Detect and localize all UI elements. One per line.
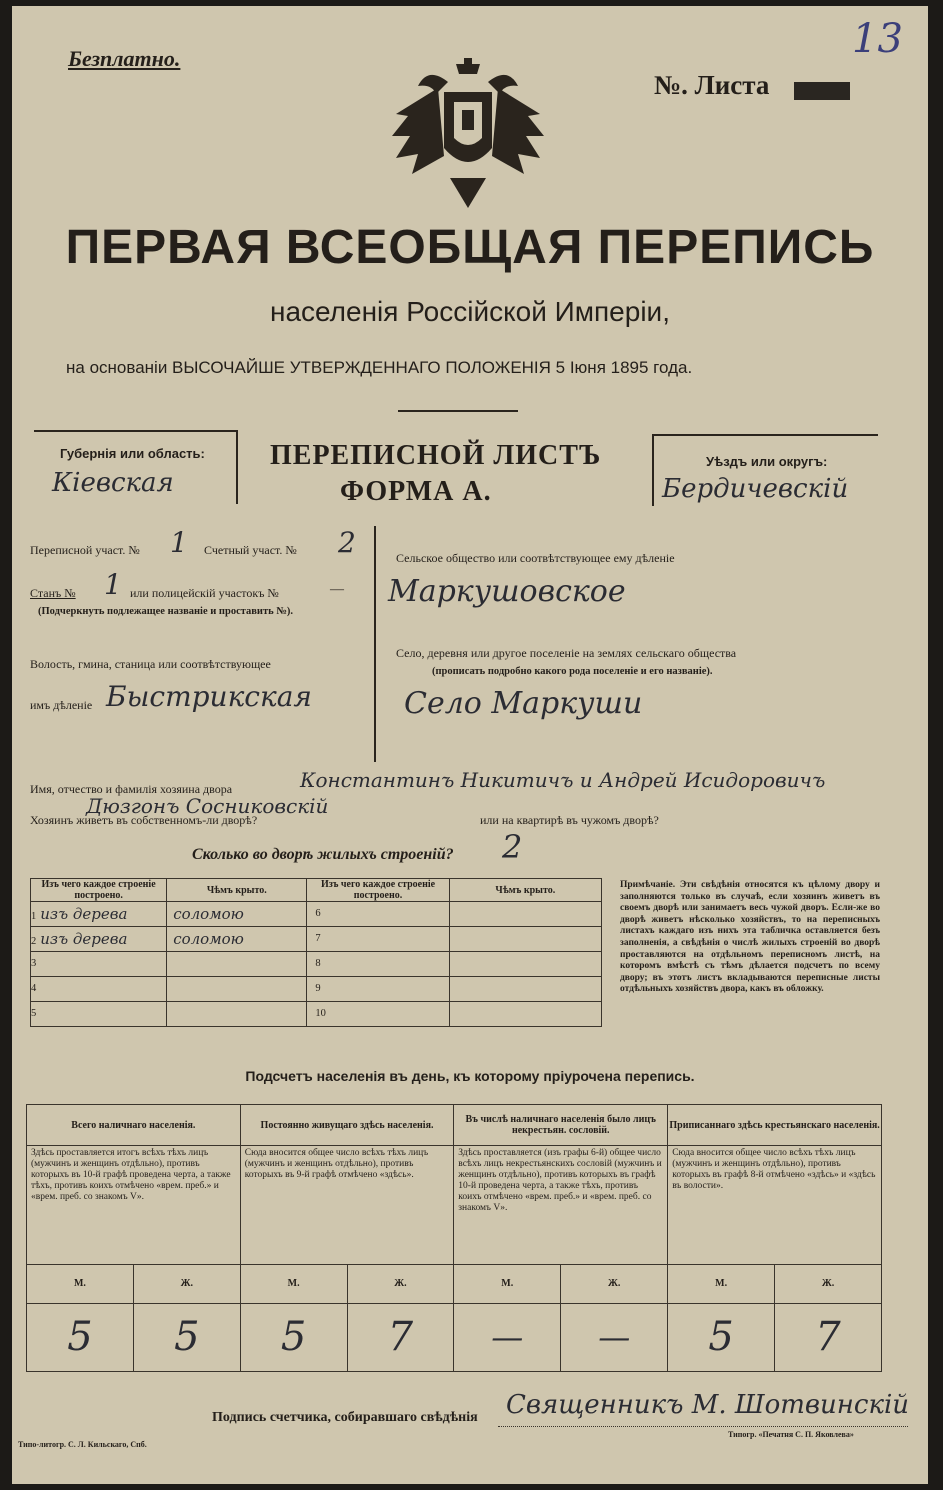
- col-female: Ж.: [347, 1264, 454, 1303]
- summary-head-present: Всего наличнаго населенія.: [27, 1105, 241, 1146]
- building-roof: [167, 952, 307, 977]
- census-section-value: 1: [170, 526, 188, 559]
- building-row-right: 9: [307, 977, 449, 1002]
- gubernia-value: Кіевская: [52, 468, 174, 498]
- summary-head-non-peasant: Въ числѣ наличнаго населенія было лицъ некрестьян. сословій.: [454, 1105, 668, 1146]
- redaction-mark: [794, 82, 850, 100]
- col-male: М.: [27, 1264, 134, 1303]
- volost-value: Быстрикская: [106, 680, 312, 713]
- sheet-number-label: №. Листа: [654, 70, 770, 100]
- uezd-value: Бердичевскій: [662, 474, 849, 504]
- building-roof: соломою: [167, 902, 307, 927]
- gubernia-label: Губернія или область:: [60, 446, 205, 461]
- society-label: Сельское общество или соотвѣтствующее ему дѣленіе: [396, 551, 675, 565]
- uezd-label: Уѣздъ или округъ:: [706, 454, 828, 469]
- ornament-divider: [398, 410, 518, 412]
- building-row-right: 7: [307, 927, 449, 952]
- volost-label-2: имъ дѣленіе: [30, 698, 93, 712]
- building-roof-right: [449, 952, 601, 977]
- signature-line: [498, 1426, 908, 1427]
- society-value: Маркушовское: [388, 574, 626, 609]
- building-row: 4: [31, 977, 167, 1002]
- summary-desc-permanent: Сюда вносится общее число всѣхъ тѣхъ лицъ (мужчинъ и женщинъ отдѣльно), противъ которыхъ въ 9-й графѣ отмѣчено «здѣсь».: [240, 1146, 454, 1265]
- signature-value: Священникъ М. Шотвинскій: [506, 1390, 910, 1420]
- form-title: ПЕРЕПИСНОЙ ЛИСТЪ: [270, 440, 602, 471]
- building-row-right: 10: [307, 1002, 449, 1027]
- stan-value: 1: [104, 568, 122, 601]
- summary-desc-non-peasant: Здѣсь проставляется (изъ графы 6-й) общее число всѣхъ лицъ некрестьянскихъ сословій (мужчинъ и женщинъ отдѣльно), противъ которыхъ въ графѣ 10-й проведена черта, а также тѣхъ, противъ коихъ отмѣчено «врем. преб.» и «врем. преб. со знакомъ V».: [454, 1146, 668, 1265]
- building-row: 3: [31, 952, 167, 977]
- volost-label: Волость, гмина, станица или соотвѣтствующее: [30, 657, 271, 671]
- printer-right: Типогр. «Печатня С. П. Яковлева»: [728, 1430, 854, 1439]
- building-roof-right: [449, 977, 601, 1002]
- lives-label-2: или на квартирѣ въ чужомъ дворѣ?: [480, 813, 659, 827]
- buildings-col-roof: Чѣмъ крыто.: [167, 879, 307, 902]
- col-male: М.: [454, 1264, 561, 1303]
- owner-label: Имя, отчество и фамилія хозяина двора: [30, 782, 233, 796]
- population-summary-table: [26, 1104, 882, 1372]
- building-roof-right: [449, 1002, 601, 1027]
- buildings-col-material-right: Изъ чего каждое строеніе построено.: [307, 879, 449, 902]
- value-permanent-female: 7: [347, 1303, 454, 1372]
- buildings-label: Сколько во дворѣ жилыхъ строеній?: [192, 846, 454, 863]
- owner-value-2: Дюзгонъ Сосниковскій: [86, 794, 329, 818]
- col-female: Ж.: [775, 1264, 882, 1303]
- subtitle: населенія Россійской Имперіи,: [270, 296, 670, 327]
- village-label: Село, деревня или другое поселеніе на землях сельскаго общества: [396, 646, 737, 660]
- summary-desc-present: Здѣсь проставляется итогъ всѣхъ тѣхъ лицъ (мужчинъ и женщинъ отдѣльно), противъ которыхъ въ 10-й графѣ проведена черта, а также тѣхъ, противъ коихъ отмѣчено «врем. преб.» и «врем. преб. со знакомъ V».: [27, 1146, 241, 1265]
- police-value: —: [330, 582, 344, 597]
- building-roof-right: [449, 927, 601, 952]
- main-title: ПЕРВАЯ ВСЕОБЩАЯ ПЕРЕПИСЬ: [65, 221, 875, 274]
- column-divider: [374, 526, 376, 762]
- census-sheet: [12, 6, 928, 1484]
- building-row: 1 изъ дерева: [31, 902, 167, 927]
- police-label: или полицейскій участокъ №: [130, 586, 279, 600]
- building-roof: [167, 1002, 307, 1027]
- form-name: ФОРМА А.: [340, 476, 492, 507]
- buildings-table: [30, 878, 602, 1027]
- building-roof: [167, 977, 307, 1002]
- col-female: Ж.: [561, 1264, 668, 1303]
- value-registered-male: 5: [668, 1303, 775, 1372]
- page-number: 13: [852, 16, 903, 62]
- col-male: М.: [240, 1264, 347, 1303]
- summary-head-permanent: Постоянно живущаго здѣсь населенія.: [240, 1105, 454, 1146]
- building-roof-right: [449, 902, 601, 927]
- buildings-note: Примѣчаніе. Эти свѣдѣнія относятся къ цѣлому двору и заполняются только въ случаѣ, если хозяинъ живетъ въ своемъ дворѣ или занимаетъ весь чужой дворъ. Если-же во дворѣ живетъ нѣсколько хозяйствъ, то на переписныхъ листахъ каждаго изъ нихъ эта табличка оставляется безъ заполненія, а свѣдѣнія о числѣ жилыхъ строеній во дворѣ проставляются на отдѣльномъ переписномъ листѣ, на которомъ вмѣстѣ съ тѣмъ дѣлается подсчетъ по всему двору; въ этотъ листъ вкладываются переписные листы отдѣльныхъ хозяйствъ двора, какъ въ обложку.: [620, 880, 880, 995]
- summary-title: Подсчетъ населенія въ день, къ которому пріурочена перепись.: [245, 1068, 695, 1084]
- census-section-label: Переписной участ. №: [30, 543, 140, 557]
- value-registered-female: 7: [775, 1303, 882, 1372]
- building-row-right: 6: [307, 902, 449, 927]
- free-stamp: Безплатно.: [68, 46, 181, 71]
- building-roof: соломою: [167, 927, 307, 952]
- value-present-male: 5: [27, 1303, 134, 1372]
- printer-left: Типо-литогр. С. Л. Кильскаго, Спб.: [18, 1440, 147, 1449]
- stan-label: Станъ №: [30, 586, 76, 600]
- value-nonpeasant-male: —: [454, 1303, 561, 1372]
- owner-value: Константинъ Никитичъ и Андрей Исидоровичъ: [300, 768, 826, 792]
- buildings-value: 2: [502, 828, 523, 866]
- village-value: Село Маркуши: [404, 686, 643, 721]
- building-row-right: 8: [307, 952, 449, 977]
- buildings-col-roof-right: Чѣмъ крыто.: [449, 879, 601, 902]
- value-nonpeasant-female: —: [561, 1303, 668, 1372]
- col-female: Ж.: [133, 1264, 240, 1303]
- lives-label: Хозяинъ живетъ въ собственномъ-ли дворѣ?: [30, 813, 258, 827]
- count-section-label: Счетный участ. №: [204, 543, 297, 557]
- value-present-female: 5: [133, 1303, 240, 1372]
- building-row: 2 изъ дерева: [31, 927, 167, 952]
- count-section-value: 2: [338, 526, 356, 559]
- buildings-col-material: Изъ чего каждое строеніе построено.: [31, 879, 167, 902]
- summary-desc-registered: Сюда вносится общее число всѣхъ тѣхъ лицъ (мужчинъ и женщинъ отдѣльно), противъ которыхъ въ графѣ 8-й отмѣчено «здѣсь» и «здѣсь въ волости».: [668, 1146, 882, 1265]
- village-note: (прописать подробно какого рода поселеніе и его названіе).: [432, 666, 713, 677]
- col-male: М.: [668, 1264, 775, 1303]
- building-row: 5: [31, 1002, 167, 1027]
- value-permanent-male: 5: [240, 1303, 347, 1372]
- underline-note: (Подчеркнуть подлежащее названіе и проставить №).: [38, 606, 293, 617]
- summary-head-registered: Приписаннаго здѣсь крестьянскаго населенія.: [668, 1105, 882, 1146]
- legal-basis-line: на основаніи ВЫСОЧАЙШЕ УТВЕРЖДЕННАГО ПОЛОЖЕНІЯ 5 Іюня 1895 года.: [66, 358, 693, 377]
- double-headed-eagle-emblem: [388, 58, 548, 210]
- signature-label: Подпись счетчика, собиравшаго свѣдѣнія: [212, 1410, 478, 1425]
